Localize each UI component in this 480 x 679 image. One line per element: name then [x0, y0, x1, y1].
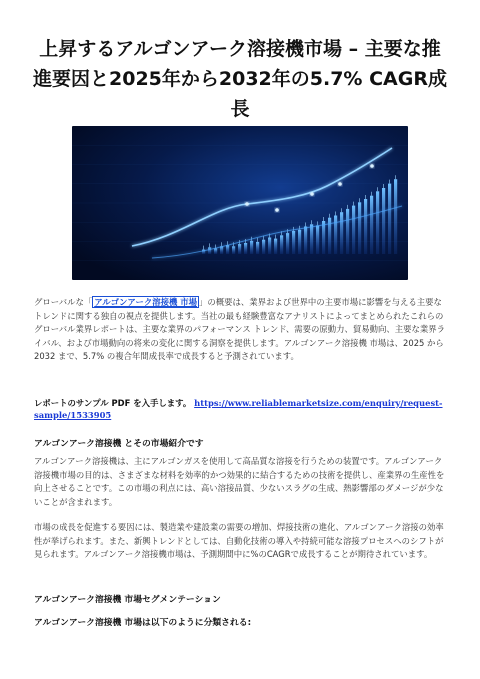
hero-dot [245, 202, 249, 206]
hero-dot [275, 208, 279, 212]
hero-bar [304, 227, 307, 255]
hero-bar [262, 240, 265, 254]
hero-bar [310, 224, 313, 254]
hero-bar [388, 184, 391, 254]
section-subheading-classification: アルゴンアーク溶接機 市場は以下のように分類される: [34, 618, 252, 628]
hero-bar [232, 246, 235, 254]
section-paragraph-1: アルゴンアーク溶接機は、主にアルゴンガスを使用して高品質な溶接を行うための装置です。アルゴンアーク溶接機市場の目的は、さまざまな材料を効率的かつ効果的に結合するための技術を提供し、産業界の生産性を向上させることです。この市場の利点には、高い溶接品質、少ないスラグの生成、熱影響部のダメージが少ないことが含まれます。 [34, 456, 445, 507]
hero-bar [208, 247, 211, 254]
hero-dot [338, 182, 342, 186]
section-paragraph-2: 市場の成長を促進する要因には、製造業や建設業の需要の増加、焊接技術の進化、アルゴンアーク溶接の効率性が挙げられます。また、新興トレンドとしては、自動化技術の導入や持続可能な溶接プロセスへのシフトが見られます。アルゴンアーク溶接機市場は、予測期間中に%のCAGRで成長することが期待されています。 [34, 522, 444, 560]
hero-bar [334, 216, 337, 255]
hero-bar [352, 206, 355, 254]
hero-chart-graphic [72, 126, 408, 280]
hero-bar [250, 241, 253, 254]
page-title: 上昇するアルゴンアーク溶接機市場 – 主要な推進要因と2025年から2032年の5.7% CAGR成長 [33, 38, 447, 120]
market-link[interactable]: アルゴンアーク溶接機 市場 [94, 297, 198, 307]
hero-bar [322, 221, 325, 254]
hero-bar [382, 188, 385, 254]
hero-bar [376, 191, 379, 254]
hero-bar [256, 242, 259, 254]
hero-bar [298, 230, 301, 254]
intro-paragraph [34, 296, 447, 364]
hero-bar [238, 244, 241, 254]
hero-bar [274, 239, 277, 254]
hero-dot [310, 192, 314, 196]
section-heading-intro: アルゴンアーク溶接機 とその市場紹介です [34, 439, 204, 449]
sample-label: レポートのサンプル PDF を入手します。 [34, 398, 192, 408]
intro-text-before: グローバルな「 [34, 297, 93, 307]
hero-dot [370, 164, 374, 168]
hero-bar [370, 196, 373, 254]
hero-bar [280, 235, 283, 254]
sample-request [34, 397, 447, 421]
hero-bar [286, 233, 289, 254]
intro-text-after: 」の概要は、業界および世界中の主要市場に影響を与える主要なトレンドに関する独自の視点を提供します。当社の最も経験豊富なアナリストによってまとめられたこれらのグローバル業界レポートは、主要な業界のパフォーマンス トレンド、需要の原動力、貿易動向、主要な業界ライバル、および市場動向の将来の変化に関する洞察を提供します。アルゴンアーク溶接機 市場は、2025 から 2032 まで、5.7% の複合年間成長率で成長すると予測されています。 [34, 297, 445, 362]
hero-bar [214, 249, 217, 255]
hero-image-financial-chart [72, 126, 408, 280]
sample-url-link[interactable]: https://www.reliablemarketsize.com/enquiry/request-sample/1533905 [34, 398, 443, 420]
hero-bar [292, 231, 295, 254]
hero-bar [226, 245, 229, 254]
section-heading-segmentation: アルゴンアーク溶接機 市場セグメンテーション [34, 595, 221, 605]
hero-bar [268, 238, 271, 255]
hero-bar [244, 243, 247, 254]
hero-bar [364, 199, 367, 254]
hero-bar [340, 212, 343, 254]
hero-bar [394, 179, 397, 254]
hero-bar [346, 209, 349, 254]
hero-bar [316, 225, 319, 254]
hero-bar [358, 202, 361, 254]
